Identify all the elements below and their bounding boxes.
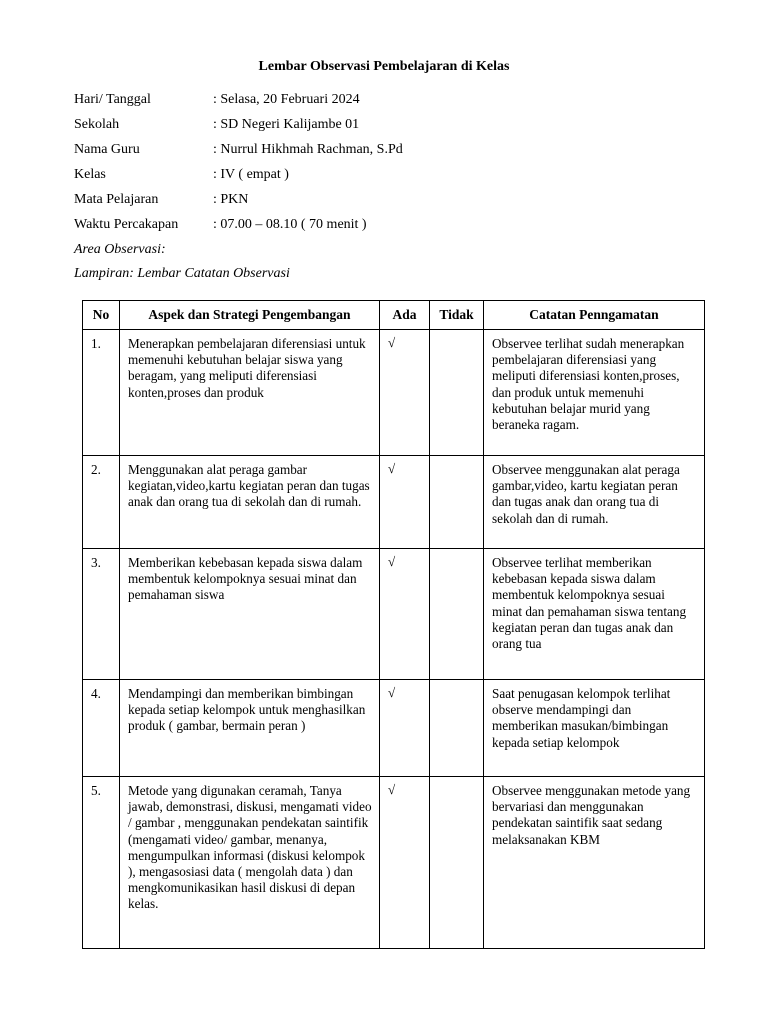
header-no: No: [83, 301, 120, 330]
table-header-row: [83, 301, 705, 330]
table-row: [83, 456, 705, 549]
document-title: Lembar Observasi Pembelajaran di Kelas: [258, 59, 510, 74]
info-row-teacher: [74, 142, 403, 167]
info-label: Hari/ Tanggal: [74, 92, 151, 107]
header-ada: Ada: [380, 301, 430, 330]
row-aspek: Memberikan kebebasan kepada siswa dalam membentuk kelompoknya sesuai minat dan pemahaman siswa: [120, 549, 380, 680]
info-value: : IV ( empat ): [213, 167, 289, 182]
info-label: Mata Pelajaran: [74, 192, 159, 207]
info-row-time: [74, 217, 403, 242]
row-ada-check: √: [380, 549, 430, 680]
info-row-date: [74, 92, 403, 117]
info-value: : PKN: [213, 192, 249, 207]
row-aspek: Menggunakan alat peraga gambar kegiatan,video,kartu kegiatan peran dan tugas anak dan orang tua di sekolah dan di rumah.: [120, 456, 380, 549]
row-ada-check: √: [380, 777, 430, 949]
info-value: : Nurrul Hikhmah Rachman, S.Pd: [213, 142, 403, 157]
table-row: [83, 549, 705, 680]
area-observasi-label: Area Observasi:: [74, 242, 166, 257]
table-row: [83, 777, 705, 949]
row-number: 2.: [83, 456, 120, 549]
row-number: 1.: [83, 330, 120, 456]
header-aspek: Aspek dan Strategi Pengembangan: [120, 301, 380, 330]
row-tidak: [430, 330, 484, 456]
row-aspek: Metode yang digunakan ceramah, Tanya jawab, demonstrasi, diskusi, mengamati video / gambar , menggunakan pendekatan saintifik (mengamati video/ gambar, menanya, mengumpulkan informasi (diskusi kelompok ), mengasosiasi data ( mengolah data ) dan mengkomunikasikan hasil diskusi di depan kelas.: [120, 777, 380, 949]
info-value: : 07.00 – 08.10 ( 70 menit ): [213, 217, 367, 232]
header-catatan: Catatan Penngamatan: [484, 301, 705, 330]
info-label: Kelas: [74, 167, 106, 182]
row-ada-check: √: [380, 680, 430, 777]
info-value: : SD Negeri Kalijambe 01: [213, 117, 360, 132]
table-row: [83, 680, 705, 777]
lampiran-label: Lampiran: Lembar Catatan Observasi: [74, 266, 290, 281]
info-row-class: [74, 167, 403, 192]
info-row-subject: [74, 192, 403, 217]
info-label: Nama Guru: [74, 142, 140, 157]
observation-table: [82, 300, 705, 949]
row-ada-check: √: [380, 456, 430, 549]
row-catatan: Observee terlihat sudah menerapkan pembelajaran diferensiasi yang meliputi diferensiasi konten,proses, dan produk untuk memenuhi kebutuhan belajar murid yang beraneka ragam.: [484, 330, 705, 456]
info-row-school: [74, 117, 403, 142]
row-tidak: [430, 549, 484, 680]
row-tidak: [430, 456, 484, 549]
row-catatan: Observee terlihat memberikan kebebasan kepada siswa dalam membentuk kelompoknya sesuai minat dan pemahaman siswa tentang kegiatan peran dan tugas anak dan orang tua: [484, 549, 705, 680]
row-number: 5.: [83, 777, 120, 949]
table-row: [83, 330, 705, 456]
header-tidak: Tidak: [430, 301, 484, 330]
row-catatan: Saat penugasan kelompok terlihat observe mendampingi dan memberikan masukan/bimbingan kepada setiap kelompok: [484, 680, 705, 777]
row-aspek: Mendampingi dan memberikan bimbingan kepada setiap kelompok untuk menghasilkan produk ( gambar, bermain peran ): [120, 680, 380, 777]
row-catatan: Observee menggunakan metode yang bervariasi dan menggunakan pendekatan saintifik saat sedang melaksanakan KBM: [484, 777, 705, 949]
info-value: : Selasa, 20 Februari 2024: [213, 92, 360, 107]
row-number: 4.: [83, 680, 120, 777]
info-label: Sekolah: [74, 117, 120, 132]
info-label: Waktu Percakapan: [74, 217, 179, 232]
row-tidak: [430, 680, 484, 777]
row-catatan: Observee menggunakan alat peraga gambar,video, kartu kegiatan peran dan tugas anak dan orang tua di sekolah dan di rumah.: [484, 456, 705, 549]
row-tidak: [430, 777, 484, 949]
observation-info: [74, 92, 403, 290]
row-aspek: Menerapkan pembelajaran diferensiasi untuk memenuhi kebutuhan belajar siswa yang beragam, yang meliputi diferensiasi konten,proses dan produk: [120, 330, 380, 456]
row-number: 3.: [83, 549, 120, 680]
row-ada-check: √: [380, 330, 430, 456]
